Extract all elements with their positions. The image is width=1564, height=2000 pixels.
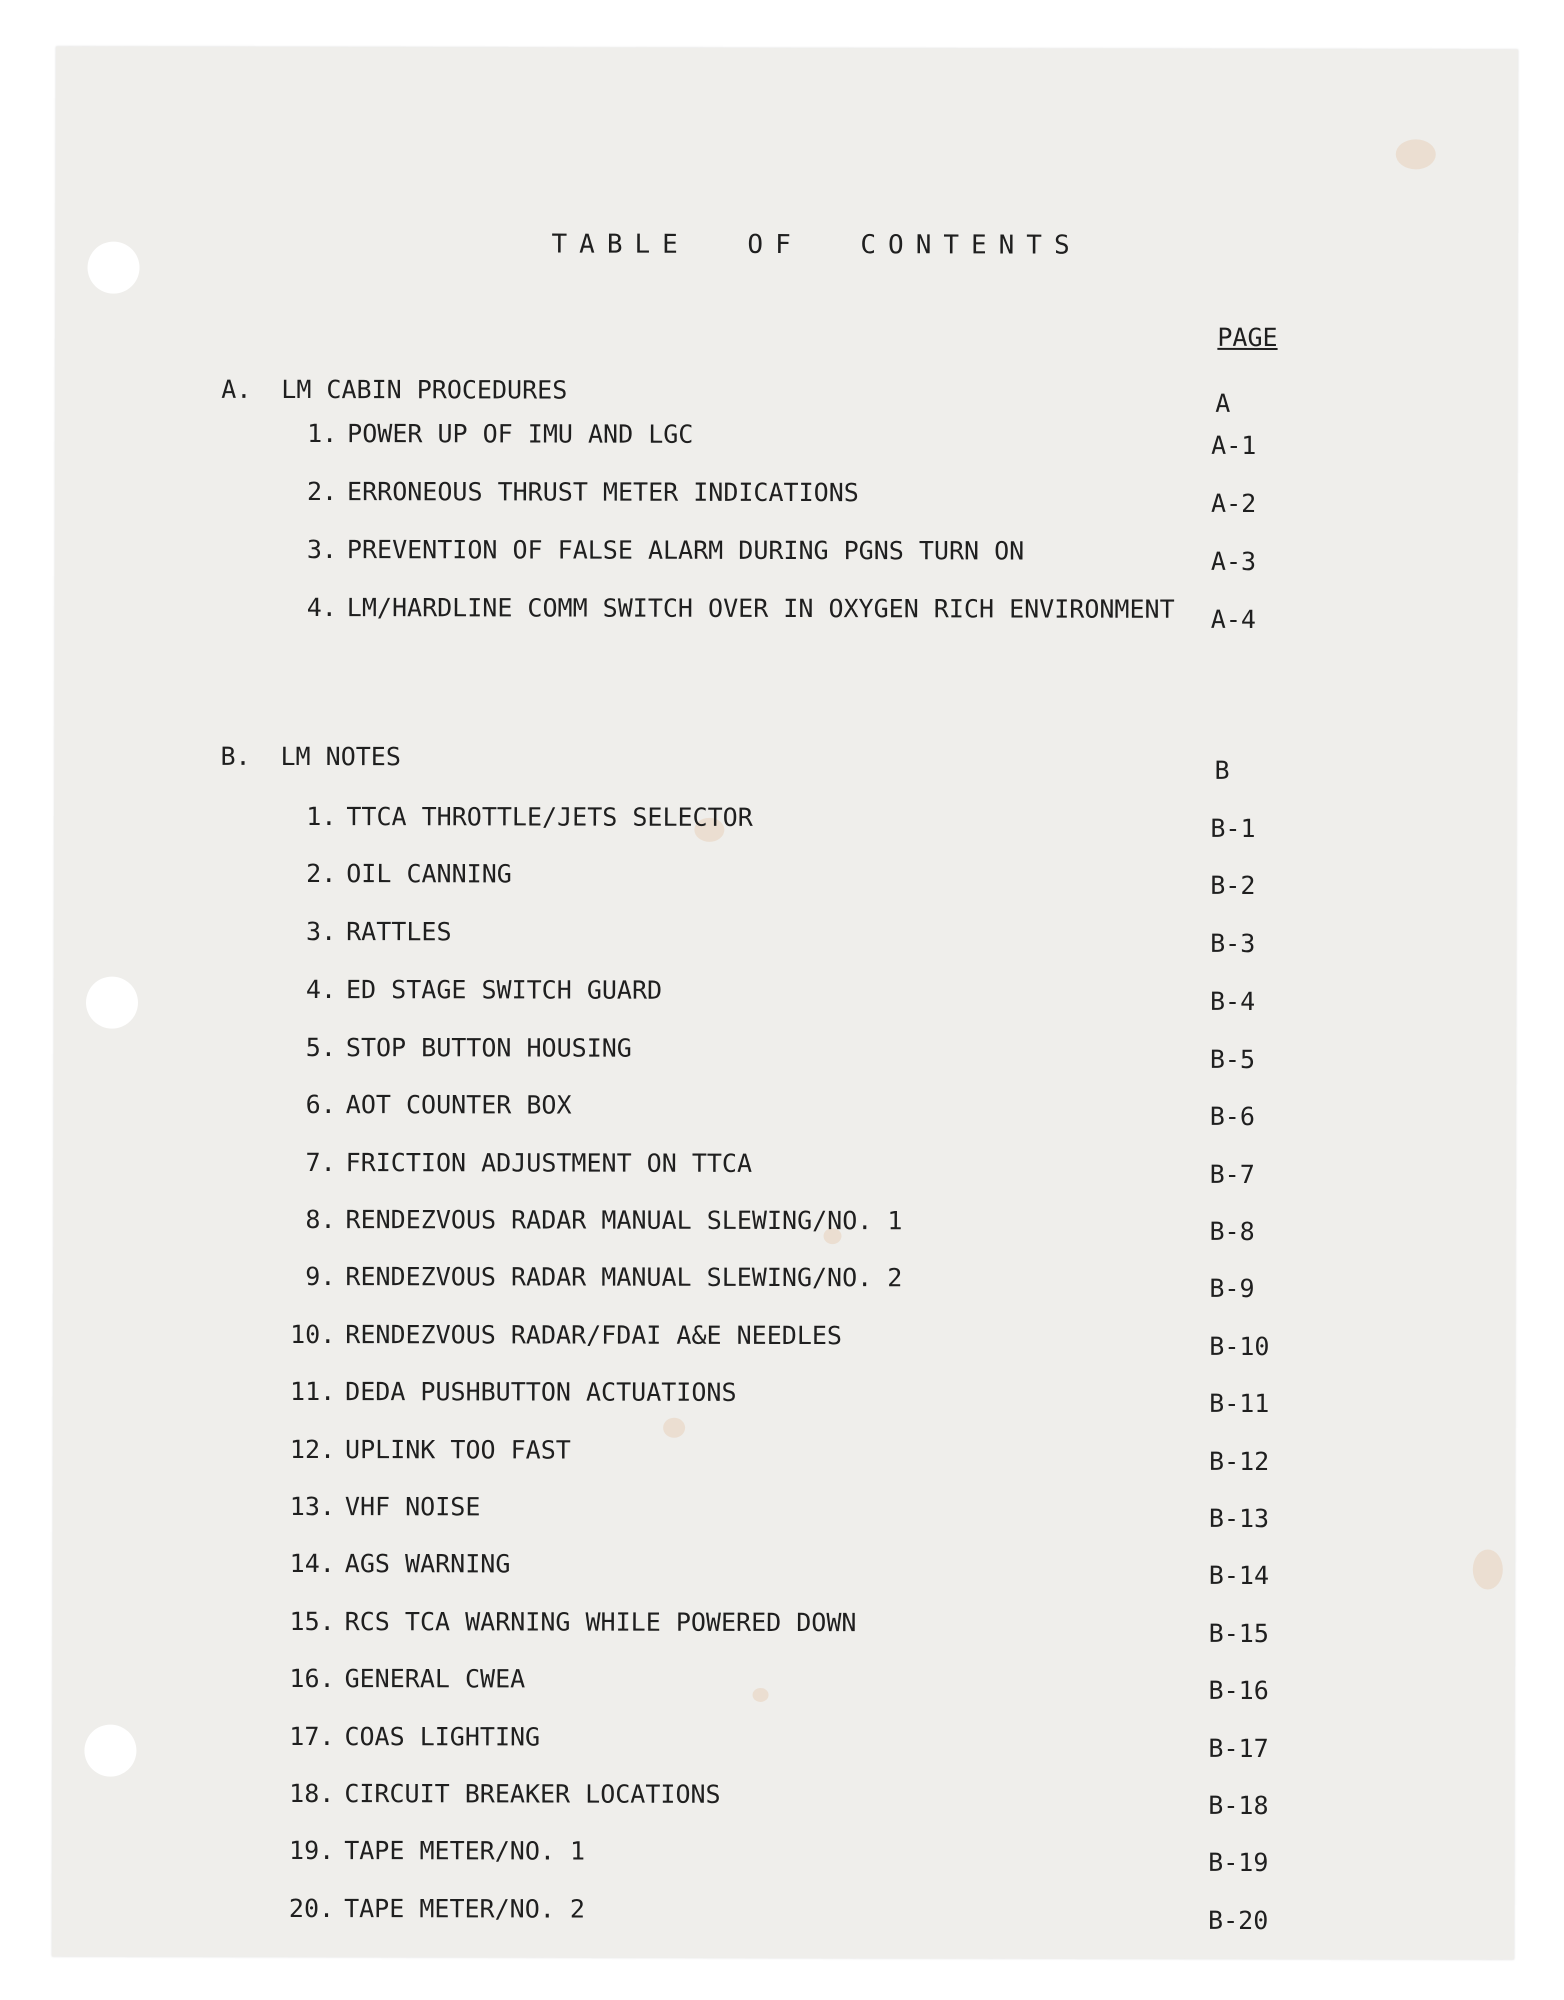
entry-number: 7. — [305, 1147, 336, 1178]
toc-entry — [54, 916, 1516, 959]
entry-title: CIRCUIT BREAKER LOCATIONS — [344, 1779, 721, 1809]
toc-entry — [54, 858, 1516, 901]
entry-page: B-3 — [1210, 928, 1256, 958]
entry-page: A-4 — [1210, 604, 1256, 634]
toc-entry — [53, 1376, 1515, 1419]
toc-entry — [55, 534, 1517, 577]
toc-entry — [52, 1893, 1514, 1936]
section-page: B — [1214, 755, 1230, 785]
section-page: A — [1215, 388, 1231, 418]
toc-entry — [54, 1147, 1516, 1190]
entry-title: VHF NOISE — [344, 1492, 481, 1522]
entry-title: POWER UP OF IMU AND LGC — [347, 419, 694, 449]
toc-entry — [53, 1663, 1515, 1706]
entry-page: B-14 — [1208, 1560, 1270, 1591]
entry-title: AGS WARNING — [344, 1549, 511, 1579]
entry-number: 4. — [305, 974, 337, 1005]
toc-entry — [53, 1606, 1515, 1649]
toc-entry — [52, 1778, 1514, 1821]
entry-page: B-11 — [1209, 1388, 1270, 1419]
toc-entry — [53, 1204, 1515, 1247]
entry-page: B-19 — [1208, 1847, 1269, 1878]
entry-page: B-16 — [1208, 1675, 1269, 1706]
entry-page: A-2 — [1211, 488, 1257, 518]
entry-number: 13. — [289, 1491, 335, 1522]
toc-entry — [52, 1835, 1514, 1878]
entry-title: TAPE METER/NO. 2 — [344, 1894, 585, 1924]
entry-page: B-4 — [1209, 986, 1256, 1016]
toc-entry — [53, 1434, 1515, 1477]
entry-page: B-8 — [1209, 1216, 1255, 1246]
entry-number: 16. — [289, 1663, 335, 1694]
page-title: TABLE OF CONTENTS — [551, 229, 1082, 261]
section-title: LM CABIN PROCEDURES — [281, 374, 568, 405]
entry-number: 1. — [307, 418, 338, 449]
entry-number: 3. — [306, 916, 337, 947]
paper-stain — [1396, 139, 1436, 169]
toc-entry — [53, 1261, 1515, 1304]
toc-entry — [52, 1721, 1514, 1764]
entry-number: 17. — [289, 1721, 335, 1752]
entry-title: LM/HARDLINE COMM SWITCH OVER IN OXYGEN RICH ENVIRONMENT — [346, 593, 1175, 624]
entry-page: A-1 — [1211, 430, 1257, 460]
entry-page: B-17 — [1208, 1733, 1269, 1764]
toc-section — [55, 374, 1517, 417]
entry-number: 1. — [306, 801, 337, 832]
entry-number: 6. — [305, 1089, 336, 1120]
entry-number: 2. — [306, 476, 338, 507]
entry-title: UPLINK TOO FAST — [345, 1435, 571, 1465]
toc-entry — [55, 592, 1517, 635]
entry-title: ED STAGE SWITCH GUARD — [345, 975, 663, 1005]
entry-number: 18. — [289, 1778, 335, 1809]
entry-number: 3. — [306, 534, 337, 565]
toc-entry — [55, 476, 1517, 519]
entry-page: B-2 — [1210, 870, 1256, 900]
entry-title: RATTLES — [346, 917, 452, 947]
toc-entry — [53, 1319, 1515, 1362]
entry-number: 4. — [306, 592, 337, 623]
page-column-header: PAGE — [1217, 322, 1278, 353]
entry-page: B-10 — [1209, 1331, 1270, 1362]
toc-entry — [55, 418, 1517, 461]
toc-entry — [54, 1032, 1516, 1075]
entry-page: B-13 — [1208, 1503, 1270, 1534]
document-page — [52, 46, 1518, 1959]
entry-title: TAPE METER/NO. 1 — [344, 1836, 586, 1866]
entry-number: 12. — [289, 1434, 336, 1465]
entry-number: 10. — [290, 1319, 336, 1350]
section-letter: A. — [221, 374, 252, 404]
entry-title: AOT COUNTER BOX — [345, 1090, 572, 1120]
entry-number: 11. — [289, 1376, 336, 1407]
entry-page: B-7 — [1209, 1159, 1255, 1189]
section-letter: B. — [220, 741, 251, 771]
entry-number: 14. — [289, 1548, 335, 1579]
entry-number: 15. — [289, 1606, 335, 1637]
entry-title: ERRONEOUS THRUST METER INDICATIONS — [347, 477, 859, 508]
entry-number: 9. — [305, 1261, 336, 1292]
entry-title: COAS LIGHTING — [344, 1722, 541, 1752]
toc-entry — [54, 1089, 1516, 1132]
entry-page: B-5 — [1209, 1044, 1256, 1074]
entry-number: 8. — [305, 1204, 336, 1235]
entry-title: DEDA PUSHBUTTON ACTUATIONS — [345, 1377, 737, 1407]
entry-title: TTCA THROTTLE/JETS SELECTOR — [346, 802, 753, 832]
entry-title: RENDEZVOUS RADAR MANUAL SLEWING/NO. 2 — [345, 1262, 903, 1293]
entry-page: B-1 — [1210, 813, 1256, 843]
entry-title: OIL CANNING — [346, 859, 512, 889]
entry-number: 5. — [305, 1032, 336, 1063]
toc-entry — [54, 974, 1516, 1017]
entry-number: 19. — [289, 1835, 335, 1866]
entry-page: B-18 — [1208, 1790, 1269, 1821]
entry-title: PREVENTION OF FALSE ALARM DURING PGNS TURN ON — [346, 535, 1025, 566]
toc-entry — [54, 801, 1516, 844]
entry-title: RENDEZVOUS RADAR/FDAI A&E NEEDLES — [345, 1320, 843, 1351]
entry-number: 2. — [306, 858, 337, 889]
entry-title: RENDEZVOUS RADAR MANUAL SLEWING/NO. 1 — [345, 1205, 903, 1236]
entry-title: FRICTION ADJUSTMENT ON TTCA — [345, 1148, 753, 1178]
entry-title: GENERAL CWEA — [344, 1664, 526, 1694]
entry-number: 20. — [288, 1893, 335, 1924]
entry-page: A-3 — [1210, 546, 1257, 576]
entry-title: RCS TCA WARNING WHILE POWERED DOWN — [344, 1607, 857, 1638]
entry-page: B-9 — [1209, 1273, 1255, 1303]
entry-page: B-20 — [1208, 1905, 1269, 1936]
section-title: LM NOTES — [280, 741, 401, 772]
entry-title: STOP BUTTON HOUSING — [345, 1033, 632, 1063]
entry-page: B-6 — [1209, 1101, 1255, 1131]
toc-section — [54, 741, 1516, 784]
toc-entry — [53, 1491, 1515, 1534]
entry-page: B-15 — [1208, 1618, 1269, 1649]
toc-entry — [53, 1548, 1515, 1591]
entry-page: B-12 — [1209, 1446, 1270, 1477]
